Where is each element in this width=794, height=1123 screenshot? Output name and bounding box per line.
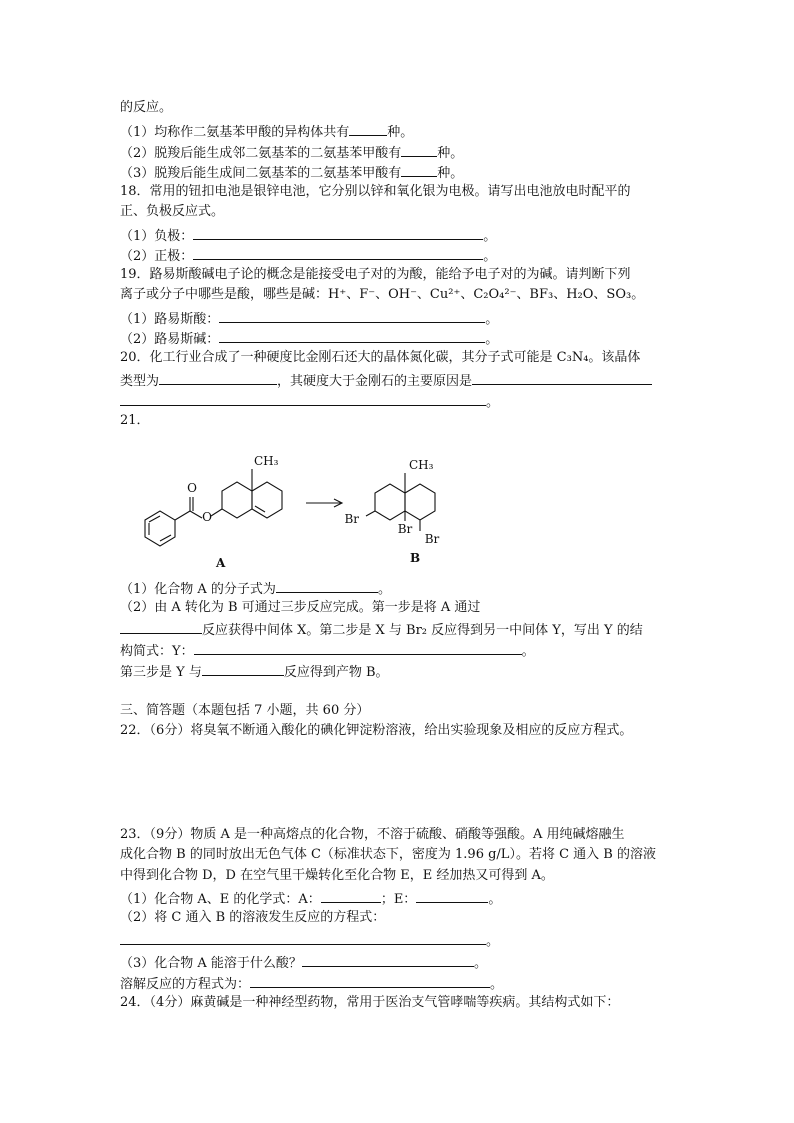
answer-blank[interactable]	[349, 121, 387, 136]
question-20-cont: 类型为 ，其硬度大于金刚石的主要原因是	[120, 370, 652, 391]
question-23-3: （3）化合物 A 能溶于什么酸？ 。	[120, 952, 487, 973]
methyl-label: CH₃	[409, 458, 434, 472]
bromine-label: Br	[344, 512, 359, 526]
question-17-1: （1）均称作二氨基苯甲酸的异构体共有 种。	[120, 121, 413, 142]
answer-blank[interactable]	[193, 245, 483, 260]
section-heading: 三、简答题（本题包括 7 小题，共 60 分）	[120, 703, 370, 718]
answer-blank[interactable]	[120, 391, 486, 406]
text-line: 的反应。	[120, 100, 173, 115]
answer-blank[interactable]	[159, 370, 277, 385]
question-23-cont2: 中得到化合物 D，D 在空气里干燥转化至化合物 E，E 经加热又可得到 A。	[120, 868, 554, 883]
question-23-4: 溶解反应的方程式为： 。	[120, 973, 503, 994]
question-20: 20．化工行业合成了一种硬度比金刚石还大的晶体氮化碳，其分子式可能是 C₃N₄。该晶体	[120, 350, 641, 365]
answer-blank[interactable]	[401, 162, 437, 177]
oxygen-label: O	[202, 510, 212, 524]
question-23: 23．（9分）物质 A 是一种高熔点的化合物，不溶于硫酸、硝酸等强酸。A 用纯碱熔融生	[120, 827, 625, 842]
question-24: 24．（4分）麻黄碱是一种神经型药物，常用于医治支气管哮喘等疾病。其结构式如下：	[120, 995, 620, 1010]
oxygen-label: O	[187, 481, 197, 495]
answer-blank[interactable]	[416, 888, 488, 903]
answer-blank[interactable]	[302, 952, 474, 967]
question-20-cont2: 。	[120, 391, 499, 412]
question-19: 19．路易斯酸碱电子论的概念是能接受电子对的为酸，能给予电子对的为碱。请判断下列	[120, 267, 631, 282]
question-19-2: （2）路易斯碱： 。	[120, 328, 498, 349]
answer-blank[interactable]	[194, 640, 522, 655]
answer-blank[interactable]	[120, 619, 202, 634]
compound-a-label: A	[216, 556, 226, 570]
question-23-cont: 成化合物 B 的同时放出无色气体 C（标准状态下，密度为 1.96 g/L）。若将 C 通入 B 的溶液	[120, 847, 656, 862]
question-19-1: （1）路易斯酸： 。	[120, 308, 498, 329]
question-22: 22．（6分）将臭氧不断通入酸化的碘化钾淀粉溶液，给出实验现象及相应的反应方程式。	[120, 723, 633, 738]
bromine-label: Br	[424, 532, 440, 546]
question-17-2: （2）脱羧后能生成邻二氨基苯的二氨基苯甲酸有 种。	[120, 142, 463, 163]
answer-blank[interactable]	[219, 308, 485, 323]
question-21-2-cont2: 构简式：Y： 。	[120, 640, 535, 661]
question-21-1: （1）化合物 A 的分子式为 。	[120, 578, 391, 599]
answer-blank[interactable]	[472, 370, 652, 385]
question-17-3: （3）脱羧后能生成间二氨基苯的二氨基苯甲酸有 种。	[120, 162, 463, 183]
question-23-1: （1）化合物 A、E 的化学式：A： ；E： 。	[120, 888, 501, 909]
bromine-label: Br	[397, 522, 413, 536]
methyl-label: CH₃	[254, 454, 279, 468]
answer-blank[interactable]	[276, 578, 378, 593]
question-18-cont: 正、负极反应式。	[120, 204, 225, 219]
question-21-2: （2）由 A 转化为 B 可通过三步反应完成。第一步是将 A 通过	[120, 600, 481, 615]
answer-blank[interactable]	[202, 661, 284, 676]
question-18: 18．常用的钮扣电池是银锌电池，它分别以锌和氧化银为电极。请写出电池放电时配平的	[120, 184, 631, 199]
question-18-1: （1）负极： 。	[120, 225, 496, 246]
compound-b-label: B	[410, 551, 421, 565]
answer-blank[interactable]	[120, 930, 486, 945]
question-19-cont: 离子或分子中哪些是酸，哪些是碱：H⁺、F⁻、OH⁻、Cu²⁺、C₂O₄²⁻、BF₃、H₂O、SO₃。	[120, 287, 645, 302]
answer-blank[interactable]	[250, 973, 490, 988]
answer-blank[interactable]	[401, 142, 437, 157]
question-23-2: （2）将 C 通入 B 的溶液发生反应的方程式：	[120, 910, 386, 925]
answer-blank[interactable]	[219, 328, 485, 343]
answer-blank[interactable]	[193, 225, 483, 240]
question-21-2-cont: 反应获得中间体 X。第二步是 X 与 Br₂ 反应得到另一中间体 Y，写出 Y 的结	[120, 619, 643, 640]
answer-blank[interactable]	[321, 888, 381, 903]
question-21: 21．	[120, 413, 150, 428]
question-21-3: 第三步是 Y 与 反应得到产物 B。	[120, 661, 389, 682]
question-18-2: （2）正极： 。	[120, 245, 496, 266]
reaction-scheme	[130, 445, 470, 575]
question-23-2-answer: 。	[120, 930, 499, 951]
